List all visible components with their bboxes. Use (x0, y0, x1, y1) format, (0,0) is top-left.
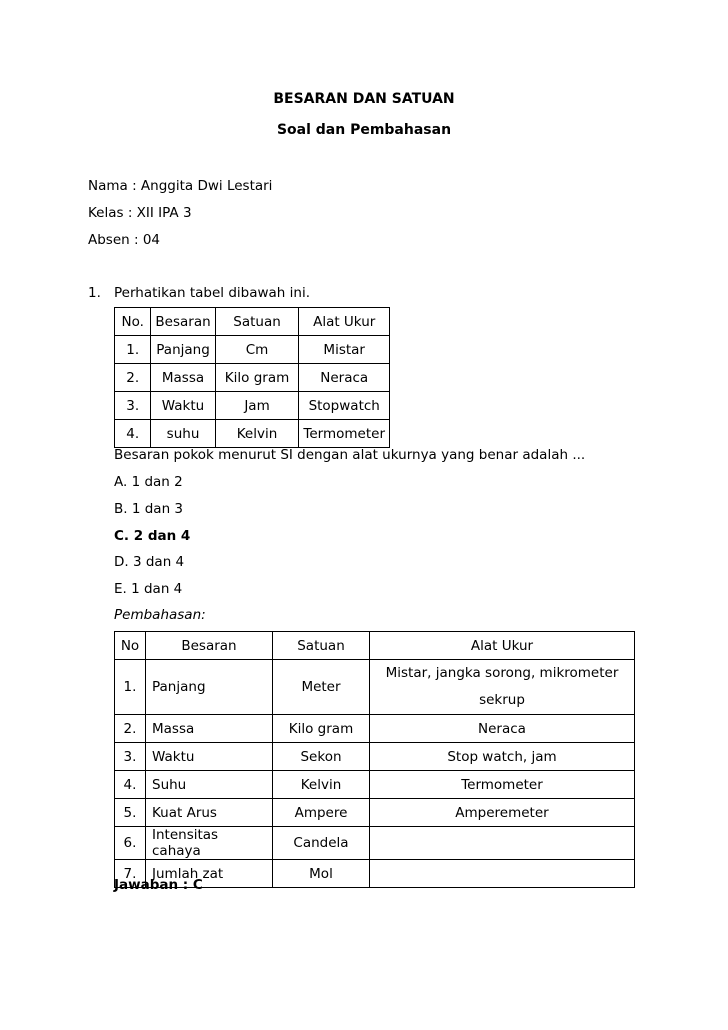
table-cell: Jumlah zat (146, 860, 273, 888)
table-row (115, 364, 390, 392)
option-c-correct: C. 2 dan 4 (114, 528, 191, 544)
table-cell: Candela (273, 827, 370, 860)
header-cell: Satuan (273, 632, 370, 660)
header-cell: No (115, 632, 146, 660)
student-name: Nama : Anggita Dwi Lestari (88, 178, 273, 194)
table-header-row (115, 308, 390, 336)
table-cell: Panjang (151, 336, 215, 364)
table-cell: Massa (146, 715, 273, 743)
table-cell: Ampere (273, 799, 370, 827)
document-subtitle: Soal dan Pembahasan (276, 122, 452, 138)
table-cell: 3. (115, 392, 151, 420)
table-cell: Waktu (146, 743, 273, 771)
table-cell: 1. (115, 660, 146, 715)
table-cell: 4. (115, 420, 151, 448)
table-row (115, 660, 635, 715)
table-cell (370, 860, 635, 888)
table-cell: Termometer (370, 771, 635, 799)
table-row (115, 799, 635, 827)
option-d: D. 3 dan 4 (114, 554, 185, 570)
table-cell: suhu (151, 420, 215, 448)
table-cell: 2. (115, 364, 151, 392)
table-cell: Neraca (370, 715, 635, 743)
table-header-row (115, 632, 635, 660)
table-cell: Kelvin (215, 420, 299, 448)
table-cell: 7. (115, 860, 146, 888)
table-cell: Kuat Arus (146, 799, 273, 827)
option-a: A. 1 dan 2 (114, 474, 183, 490)
option-b: B. 1 dan 3 (114, 501, 184, 517)
document-title: BESARAN DAN SATUAN (273, 91, 455, 107)
table-cell: Jam (215, 392, 299, 420)
table-row (115, 771, 635, 799)
table-cell: Sekon (273, 743, 370, 771)
question-table (114, 307, 390, 448)
table-cell: Stop watch, jam (370, 743, 635, 771)
table-cell: 2. (115, 715, 146, 743)
table-cell: Waktu (151, 392, 215, 420)
table-cell: Kilo gram (273, 715, 370, 743)
student-absen: Absen : 04 (88, 232, 161, 248)
table-cell: Massa (151, 364, 215, 392)
table-cell: 6. (115, 827, 146, 860)
table-cell: Mol (273, 860, 370, 888)
table-row (115, 392, 390, 420)
header-cell: Besaran (151, 308, 215, 336)
table-cell: 1. (115, 336, 151, 364)
header-cell: Satuan (215, 308, 299, 336)
table-row (115, 743, 635, 771)
question-number: 1. (88, 285, 101, 301)
table-cell: Mistar, jangka sorong, mikrometer sekrup (370, 660, 635, 715)
table-row (115, 827, 635, 860)
question-prompt: Perhatikan tabel dibawah ini. (114, 285, 311, 301)
table-cell: Stopwatch (299, 392, 390, 420)
table-row (115, 715, 635, 743)
header-cell: No. (115, 308, 151, 336)
discussion-label: Pembahasan: (114, 607, 206, 623)
table-cell: Cm (215, 336, 299, 364)
table-cell: Amperemeter (370, 799, 635, 827)
table-cell: 3. (115, 743, 146, 771)
table-cell: Neraca (299, 364, 390, 392)
discussion-table (114, 631, 635, 888)
table-row (115, 420, 390, 448)
option-e: E. 1 dan 4 (114, 581, 183, 597)
table-cell: Suhu (146, 771, 273, 799)
header-cell: Besaran (146, 632, 273, 660)
table-cell: Meter (273, 660, 370, 715)
table-cell: Termometer (299, 420, 390, 448)
header-cell: Alat Ukur (299, 308, 390, 336)
header-cell: Alat Ukur (370, 632, 635, 660)
student-class: Kelas : XII IPA 3 (88, 205, 192, 221)
answer: Jawaban : C (114, 877, 203, 893)
table-cell (370, 827, 635, 860)
table-cell: 5. (115, 799, 146, 827)
table-cell: Kelvin (273, 771, 370, 799)
table-cell: Intensitas cahaya (146, 827, 273, 860)
table-cell: Mistar (299, 336, 390, 364)
table-cell: 4. (115, 771, 146, 799)
table-row (115, 336, 390, 364)
table-cell: Panjang (146, 660, 273, 715)
table-cell: Kilo gram (215, 364, 299, 392)
question-statement: Besaran pokok menurut SI dengan alat ukurnya yang benar adalah ... (114, 447, 586, 463)
